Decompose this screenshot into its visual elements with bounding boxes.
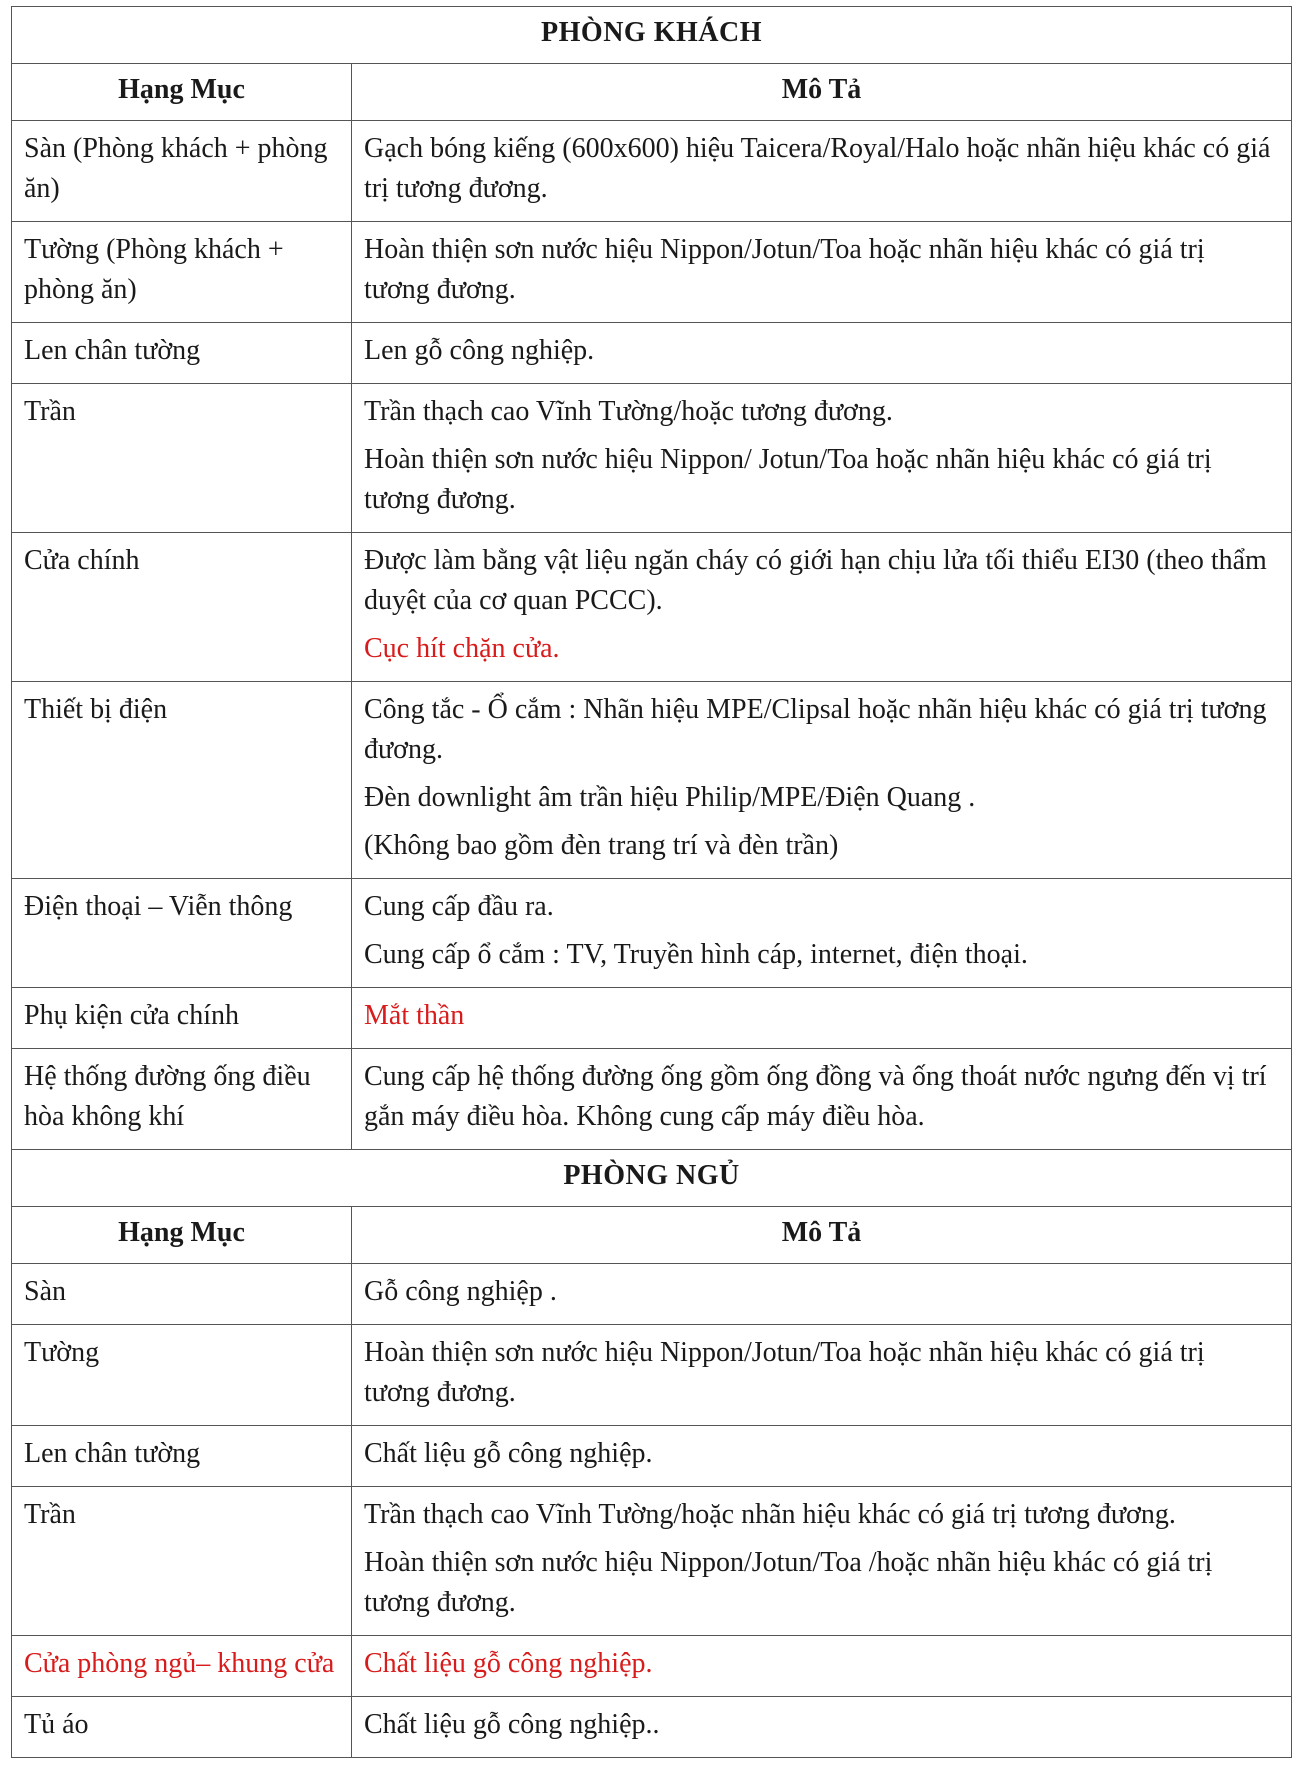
description-cell: [352, 1487, 1292, 1636]
description-cell: [352, 121, 1292, 222]
category-cell: Cửa phòng ngủ– khung cửa: [12, 1636, 352, 1697]
table-row: [12, 1049, 1292, 1150]
category-cell: Phụ kiện cửa chính: [12, 988, 352, 1049]
section-title-row: [12, 1150, 1292, 1207]
category-cell: Sàn: [12, 1264, 352, 1325]
table-row: [12, 533, 1292, 682]
description-line: Được làm bằng vật liệu ngăn cháy có giới hạn chịu lửa tối thiểu EI30 (theo thẩm duyệt của cơ quan PCCC).: [364, 545, 1267, 616]
spec-table-container: [11, 6, 1291, 1758]
table-row: [12, 1487, 1292, 1636]
description-cell: [352, 1697, 1292, 1758]
table-row: [12, 121, 1292, 222]
description-line: Chất liệu gỗ công nghiệp.: [364, 1648, 653, 1679]
description-cell: [352, 1264, 1292, 1325]
description-cell: [352, 1426, 1292, 1487]
description-line: Trần thạch cao Vĩnh Tường/hoặc nhãn hiệu khác có giá trị tương đương.: [364, 1499, 1176, 1530]
description-line: Cung cấp ổ cắm : TV, Truyền hình cáp, internet, điện thoại.: [364, 939, 1028, 970]
description-line: Gỗ công nghiệp .: [364, 1276, 557, 1307]
table-row: [12, 323, 1292, 384]
category-cell: Cửa chính: [12, 533, 352, 682]
description-cell: [352, 323, 1292, 384]
description-line: Công tắc - Ổ cắm : Nhãn hiệu MPE/Clipsal hoặc nhãn hiệu khác có giá trị tương đương.: [364, 694, 1267, 765]
column-header-category: Hạng Mục: [12, 64, 352, 121]
description-line: Hoàn thiện sơn nước hiệu Nippon/Jotun/Toa hoặc nhãn hiệu khác có giá trị tương đương.: [364, 234, 1205, 305]
description-line: Chất liệu gỗ công nghiệp..: [364, 1709, 660, 1740]
description-cell: [352, 533, 1292, 682]
description-line: Cung cấp hệ thống đường ống gồm ống đồng và ống thoát nước ngưng đến vị trí gắn máy điều hòa. Không cung cấp máy điều hòa.: [364, 1061, 1267, 1132]
description-cell: [352, 384, 1292, 533]
column-header-row: [12, 1207, 1292, 1264]
description-line: Chất liệu gỗ công nghiệp.: [364, 1438, 653, 1469]
description-line: Hoàn thiện sơn nước hiệu Nippon/ Jotun/Toa hoặc nhãn hiệu khác có giá trị tương đương.: [364, 444, 1212, 515]
description-cell: [352, 879, 1292, 988]
category-cell: Hệ thống đường ống điều hòa không khí: [12, 1049, 352, 1150]
table-row: [12, 1264, 1292, 1325]
category-cell: Tường: [12, 1325, 352, 1426]
description-cell: [352, 222, 1292, 323]
table-row: [12, 1426, 1292, 1487]
table-row: [12, 1636, 1292, 1697]
description-line: Đèn downlight âm trần hiệu Philip/MPE/Điện Quang .: [364, 782, 976, 813]
column-header-description: Mô Tả: [352, 1207, 1292, 1264]
description-cell: [352, 682, 1292, 879]
category-cell: Len chân tường: [12, 1426, 352, 1487]
category-cell: Trần: [12, 384, 352, 533]
specification-table: [11, 6, 1292, 1758]
description-line: Mắt thần: [364, 1000, 465, 1031]
description-line: Trần thạch cao Vĩnh Tường/hoặc tương đương.: [364, 396, 893, 427]
description-line: Cung cấp đầu ra.: [364, 891, 554, 922]
category-cell: Trần: [12, 1487, 352, 1636]
section-title: PHÒNG KHÁCH: [12, 7, 1292, 64]
table-row: [12, 682, 1292, 879]
table-row: [12, 879, 1292, 988]
category-cell: Thiết bị điện: [12, 682, 352, 879]
category-cell: Điện thoại – Viễn thông: [12, 879, 352, 988]
description-cell: [352, 1049, 1292, 1150]
description-cell: [352, 1325, 1292, 1426]
category-cell: Sàn (Phòng khách + phòng ăn): [12, 121, 352, 222]
description-cell: [352, 988, 1292, 1049]
table-row: [12, 988, 1292, 1049]
section-title: PHÒNG NGỦ: [12, 1150, 1292, 1207]
column-header-description: Mô Tả: [352, 64, 1292, 121]
table-row: [12, 384, 1292, 533]
category-cell: Tường (Phòng khách + phòng ăn): [12, 222, 352, 323]
description-cell: [352, 1636, 1292, 1697]
description-line: Hoàn thiện sơn nước hiệu Nippon/Jotun/Toa /hoặc nhãn hiệu khác có giá trị tương đương.: [364, 1547, 1213, 1618]
category-cell: Len chân tường: [12, 323, 352, 384]
table-row: [12, 1697, 1292, 1758]
description-line: (Không bao gồm đèn trang trí và đèn trần): [364, 830, 839, 861]
specification-table-body: [12, 7, 1292, 1758]
column-header-category: Hạng Mục: [12, 1207, 352, 1264]
description-line: Cục hít chặn cửa.: [364, 633, 560, 664]
column-header-row: [12, 64, 1292, 121]
section-title-row: [12, 7, 1292, 64]
description-line: Gạch bóng kiếng (600x600) hiệu Taicera/Royal/Halo hoặc nhãn hiệu khác có giá trị tương đương.: [364, 133, 1271, 204]
description-line: Len gỗ công nghiệp.: [364, 335, 595, 366]
category-cell: Tủ áo: [12, 1697, 352, 1758]
description-line: Hoàn thiện sơn nước hiệu Nippon/Jotun/Toa hoặc nhãn hiệu khác có giá trị tương đương.: [364, 1337, 1205, 1408]
table-row: [12, 1325, 1292, 1426]
table-row: [12, 222, 1292, 323]
